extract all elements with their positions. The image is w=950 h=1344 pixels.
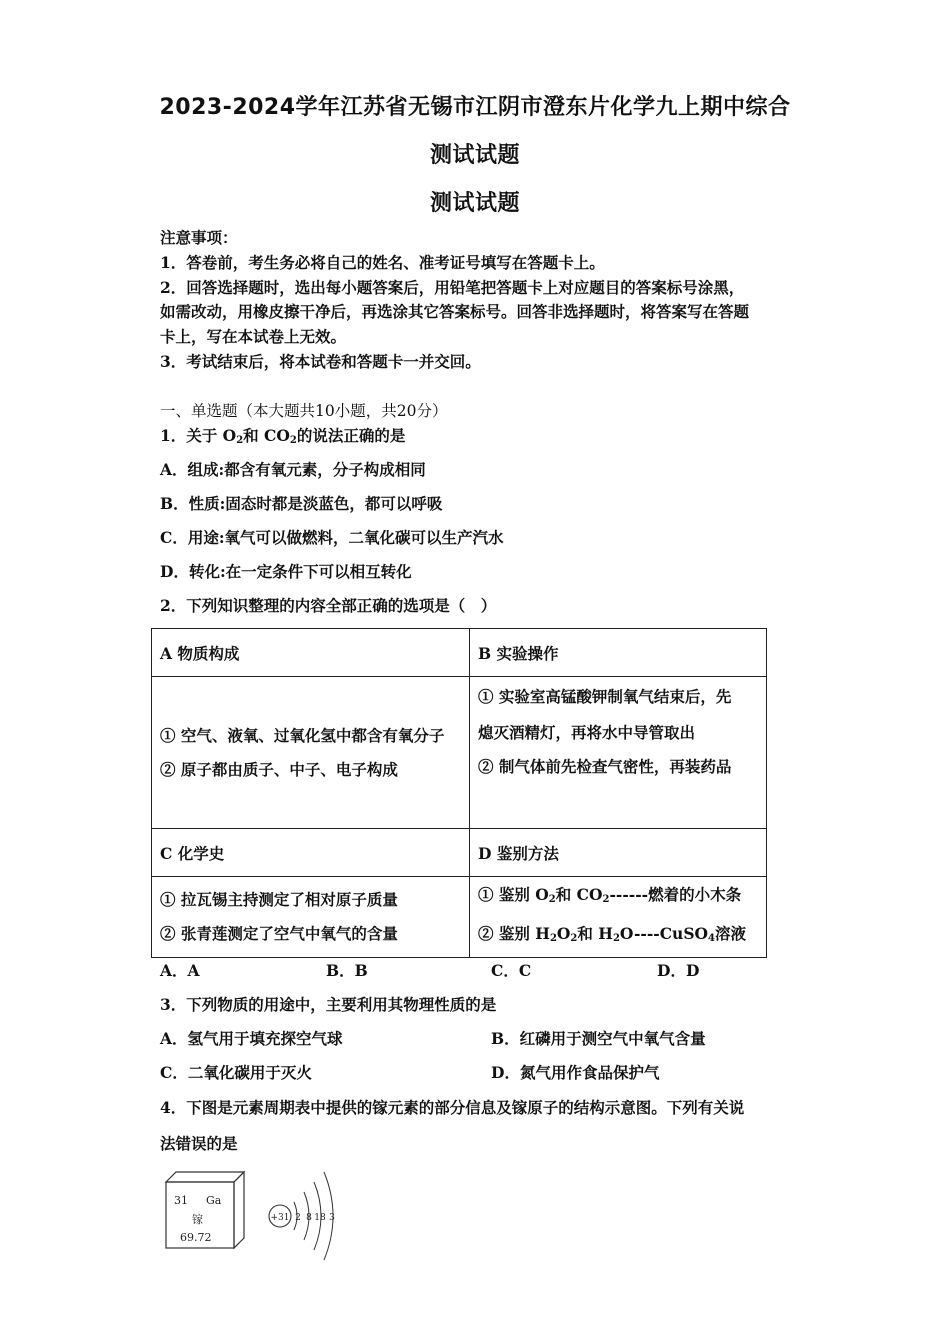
section-heading: 一、单选题（本大题共10小题，共20分） (160, 402, 448, 420)
q1-option-c: C．用途:氧气可以做燃料，二氧化碳可以生产汽水 (160, 528, 504, 547)
q3-option-b: B．红磷用于测空气中氧气含量 (491, 1029, 706, 1048)
exam-subtitle: 测试试题 (429, 191, 520, 216)
atom-nucleus-charge: +31 (270, 1213, 290, 1223)
q2-cell-b-body: ① 实验室高锰酸钾制氧气结束后，先 熄灭酒精灯，再将水中导管取出 ② 制气体前先检查气密性，再装药品 (470, 677, 767, 829)
q2-cell-b-head: B 实验操作 (470, 629, 767, 677)
q3-option-c: C．二氧化碳用于灭火 (160, 1063, 312, 1082)
shell-3-count: 18 (314, 1213, 326, 1223)
shell-1-count: 2 (295, 1213, 301, 1223)
notice-item-2: 2．回答选择题时，选出每小题答案后，用铅笔把答题卡上对应题目的答案标号涂黑， (160, 278, 745, 297)
element-number: 31 (174, 1194, 188, 1207)
q2-cell-a-body: ① 空气、液氧、过氧化氢中都含有氧分子 ② 原子都由质子、中子、电子构成 (152, 677, 470, 829)
element-name: 镓 (192, 1213, 203, 1226)
element-symbol: Ga (206, 1194, 222, 1207)
notice-item-3: 3．考试结束后，将本试卷和答题卡一并交回。 (160, 352, 481, 371)
q2-cell-d-body (470, 877, 767, 958)
q2-cell-a-head: A 物质构成 (152, 629, 470, 677)
q2-cell-c-head: C 化学史 (152, 829, 470, 877)
notice-item-2-end: 卡上，写在本试卷上无效。 (160, 327, 347, 346)
q2-stem: 2．下列知识整理的内容全部正确的选项是（ ） (160, 596, 497, 615)
q4-stem-cont: 法错误的是 (160, 1134, 238, 1153)
q1-option-a: A．组成:都含有氧元素，分子构成相同 (160, 460, 426, 479)
q2-knowledge-table (151, 628, 767, 958)
gallium-atom-structure-diagram (266, 1162, 346, 1266)
exam-title-line1: 2023-2024学年江苏省无锡市江阴市澄东片化学九上期中综合 (159, 95, 791, 120)
q2-option-c: C．C (491, 961, 532, 980)
q2-option-a: A．A (160, 961, 200, 980)
element-mass: 69.72 (180, 1231, 212, 1244)
q3-stem: 3．下列物质的用途中，主要利用其物理性质的是 (160, 995, 497, 1014)
notice-item-1: 1．答卷前，考生务必将自己的姓名、准考证号填写在答题卡上。 (160, 253, 605, 272)
shell-4-count: 3 (329, 1213, 335, 1223)
q4-stem: 4．下图是元素周期表中提供的镓元素的部分信息及镓原子的结构示意图。下列有关说 (160, 1098, 745, 1117)
shell-2-count: 8 (306, 1213, 312, 1223)
q3-option-d: D．氮气用作食品保护气 (491, 1063, 660, 1082)
gallium-element-cell (160, 1168, 250, 1258)
q1-option-b: B．性质:固态时都是淡蓝色，都可以呼吸 (160, 494, 443, 513)
exam-title-line2: 测试试题 (429, 143, 520, 168)
q3-option-a: A．氢气用于填充探空气球 (160, 1029, 343, 1048)
q2-d-item-1: ① 鉴别 $O_2$和 $CO_2------$燃着的小木条 (478, 885, 742, 905)
q2-cell-d-head: D 鉴别方法 (470, 829, 767, 877)
q2-option-d: D．D (657, 961, 700, 980)
q2-d-item-2: ② 鉴别 $H_2O_2$和 $H_2O----CuSO_4$溶液 (478, 924, 746, 944)
q2-cell-c-body: ① 拉瓦锡主持测定了相对原子质量 ② 张青莲测定了空气中氧气的含量 (152, 877, 470, 958)
notice-heading: 注意事项： (160, 228, 238, 247)
q1-option-d: D．转化:在一定条件下可以相互转化 (160, 562, 412, 581)
q1-stem: 1．关于 $O_2$和 $CO_2$的说法正确的是 (160, 426, 406, 446)
q2-option-b: B．B (326, 961, 368, 980)
notice-item-2-cont: 如需改动，用橡皮擦干净后，再选涂其它答案标号。回答非选择题时，将答案写在答题 (160, 302, 750, 321)
